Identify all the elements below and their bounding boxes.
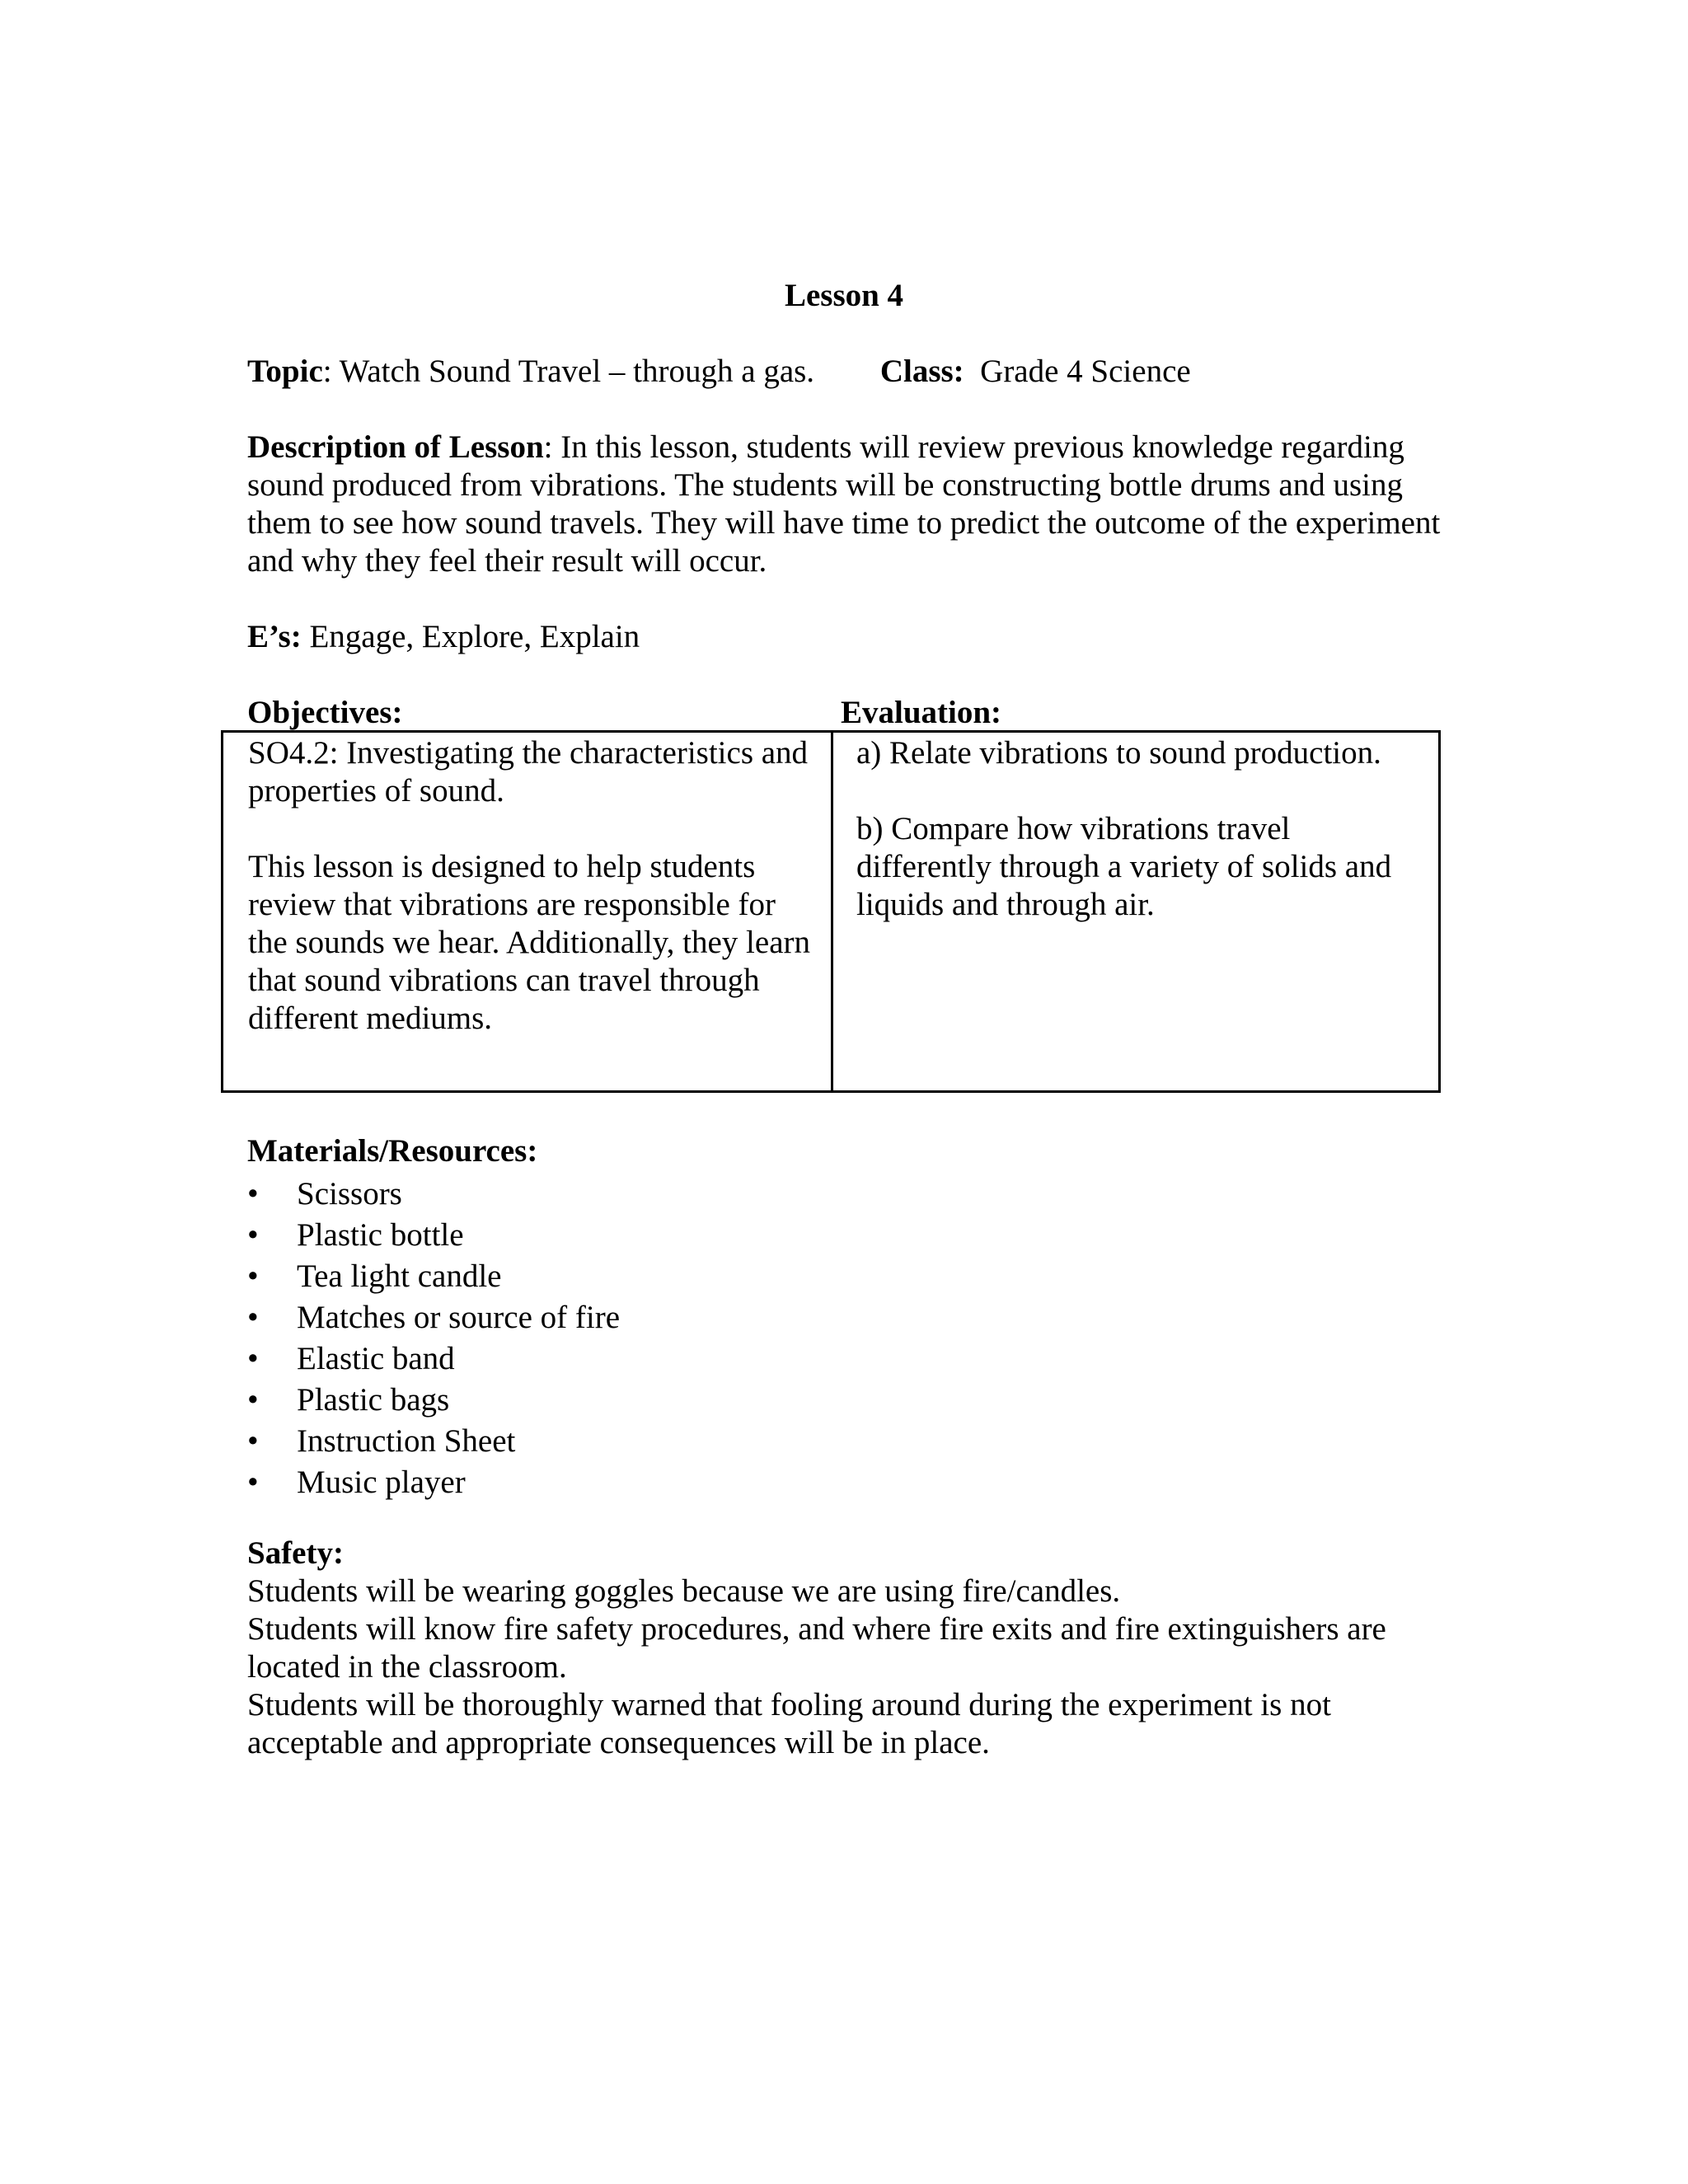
spacer	[248, 810, 817, 848]
bullet-icon: •	[247, 1176, 259, 1212]
material-label: Plastic bottle	[297, 1217, 464, 1253]
material-label: Music player	[297, 1465, 466, 1500]
material-label: Matches or source of fire	[297, 1300, 620, 1335]
bullet-icon: •	[247, 1423, 259, 1459]
evaluation-heading: Evaluation:	[841, 695, 1002, 730]
material-label: Tea light candle	[297, 1258, 502, 1294]
safety-heading: Safety:	[247, 1535, 344, 1571]
safety-line: Students will be thoroughly warned that fooling around during the experiment is not acceptable and appropriate consequences will be in place.	[247, 1687, 1331, 1760]
materials-heading: Materials/Resources:	[247, 1133, 538, 1169]
safety-line: Students will know fire safety procedures, and where fire exits and fire extinguishers are located in the classroom.	[247, 1611, 1386, 1685]
list-item	[247, 1421, 620, 1462]
class-info	[880, 353, 1191, 391]
objectives-heading: Objectives:	[247, 695, 403, 730]
bullet-icon: •	[247, 1465, 259, 1500]
topic-line	[247, 353, 1191, 391]
list-item	[247, 1174, 620, 1215]
table-divider	[831, 733, 833, 1090]
es-line	[247, 618, 1442, 656]
topic-label: Topic	[247, 354, 323, 389]
description-label: Description of Lesson	[247, 429, 544, 465]
list-item	[247, 1462, 620, 1503]
material-label: Instruction Sheet	[297, 1423, 516, 1459]
bullet-icon: •	[247, 1258, 259, 1294]
safety-text	[247, 1572, 1451, 1762]
bullet-icon: •	[247, 1217, 259, 1253]
evaluation-item-b: b) Compare how vibrations travel differently through a variety of solids and liquids and through air.	[856, 811, 1392, 922]
objectives-standard: SO4.2: Investigating the characteristics and properties of sound.	[248, 735, 809, 808]
lesson-description	[247, 429, 1442, 580]
safety-line: Students will be wearing goggles because we are using fire/candles.	[247, 1573, 1121, 1609]
topic-value: : Watch Sound Travel – through a gas.	[322, 354, 815, 389]
list-item	[247, 1297, 620, 1338]
description-text: : In this lesson, students will review previous knowledge regarding sound produced from vibrations. The students will be constructing bottle drums and using them to see how sound travels. They will have time to predict the outcome of the experiment and why they feel their result will occur.	[247, 429, 1441, 579]
list-item	[247, 1380, 620, 1421]
spacer	[856, 772, 1425, 810]
evaluation-cell	[856, 734, 1425, 924]
es-label: E’s:	[247, 619, 302, 654]
class-value: Grade 4 Science	[980, 354, 1191, 389]
bullet-icon: •	[247, 1382, 259, 1418]
list-item	[247, 1338, 620, 1380]
es-value: Engage, Explore, Explain	[309, 619, 640, 654]
class-label: Class:	[879, 354, 964, 389]
material-label: Plastic bags	[297, 1382, 450, 1418]
objectives-text: This lesson is designed to help students review that vibrations are responsible for the sounds we hear. Additionally, they learn that sound vibrations can travel through different mediums.	[248, 849, 810, 1036]
evaluation-item-a: a) Relate vibrations to sound production.	[856, 735, 1381, 771]
bullet-icon: •	[247, 1300, 259, 1335]
bullet-icon: •	[247, 1341, 259, 1376]
material-label: Elastic band	[297, 1341, 455, 1376]
list-item	[247, 1215, 620, 1256]
lesson-title: Lesson 4	[784, 278, 904, 313]
materials-list	[247, 1174, 620, 1503]
material-label: Scissors	[297, 1176, 402, 1212]
objectives-evaluation-table	[221, 730, 1441, 1093]
list-item	[247, 1256, 620, 1297]
objectives-cell	[248, 734, 817, 1038]
